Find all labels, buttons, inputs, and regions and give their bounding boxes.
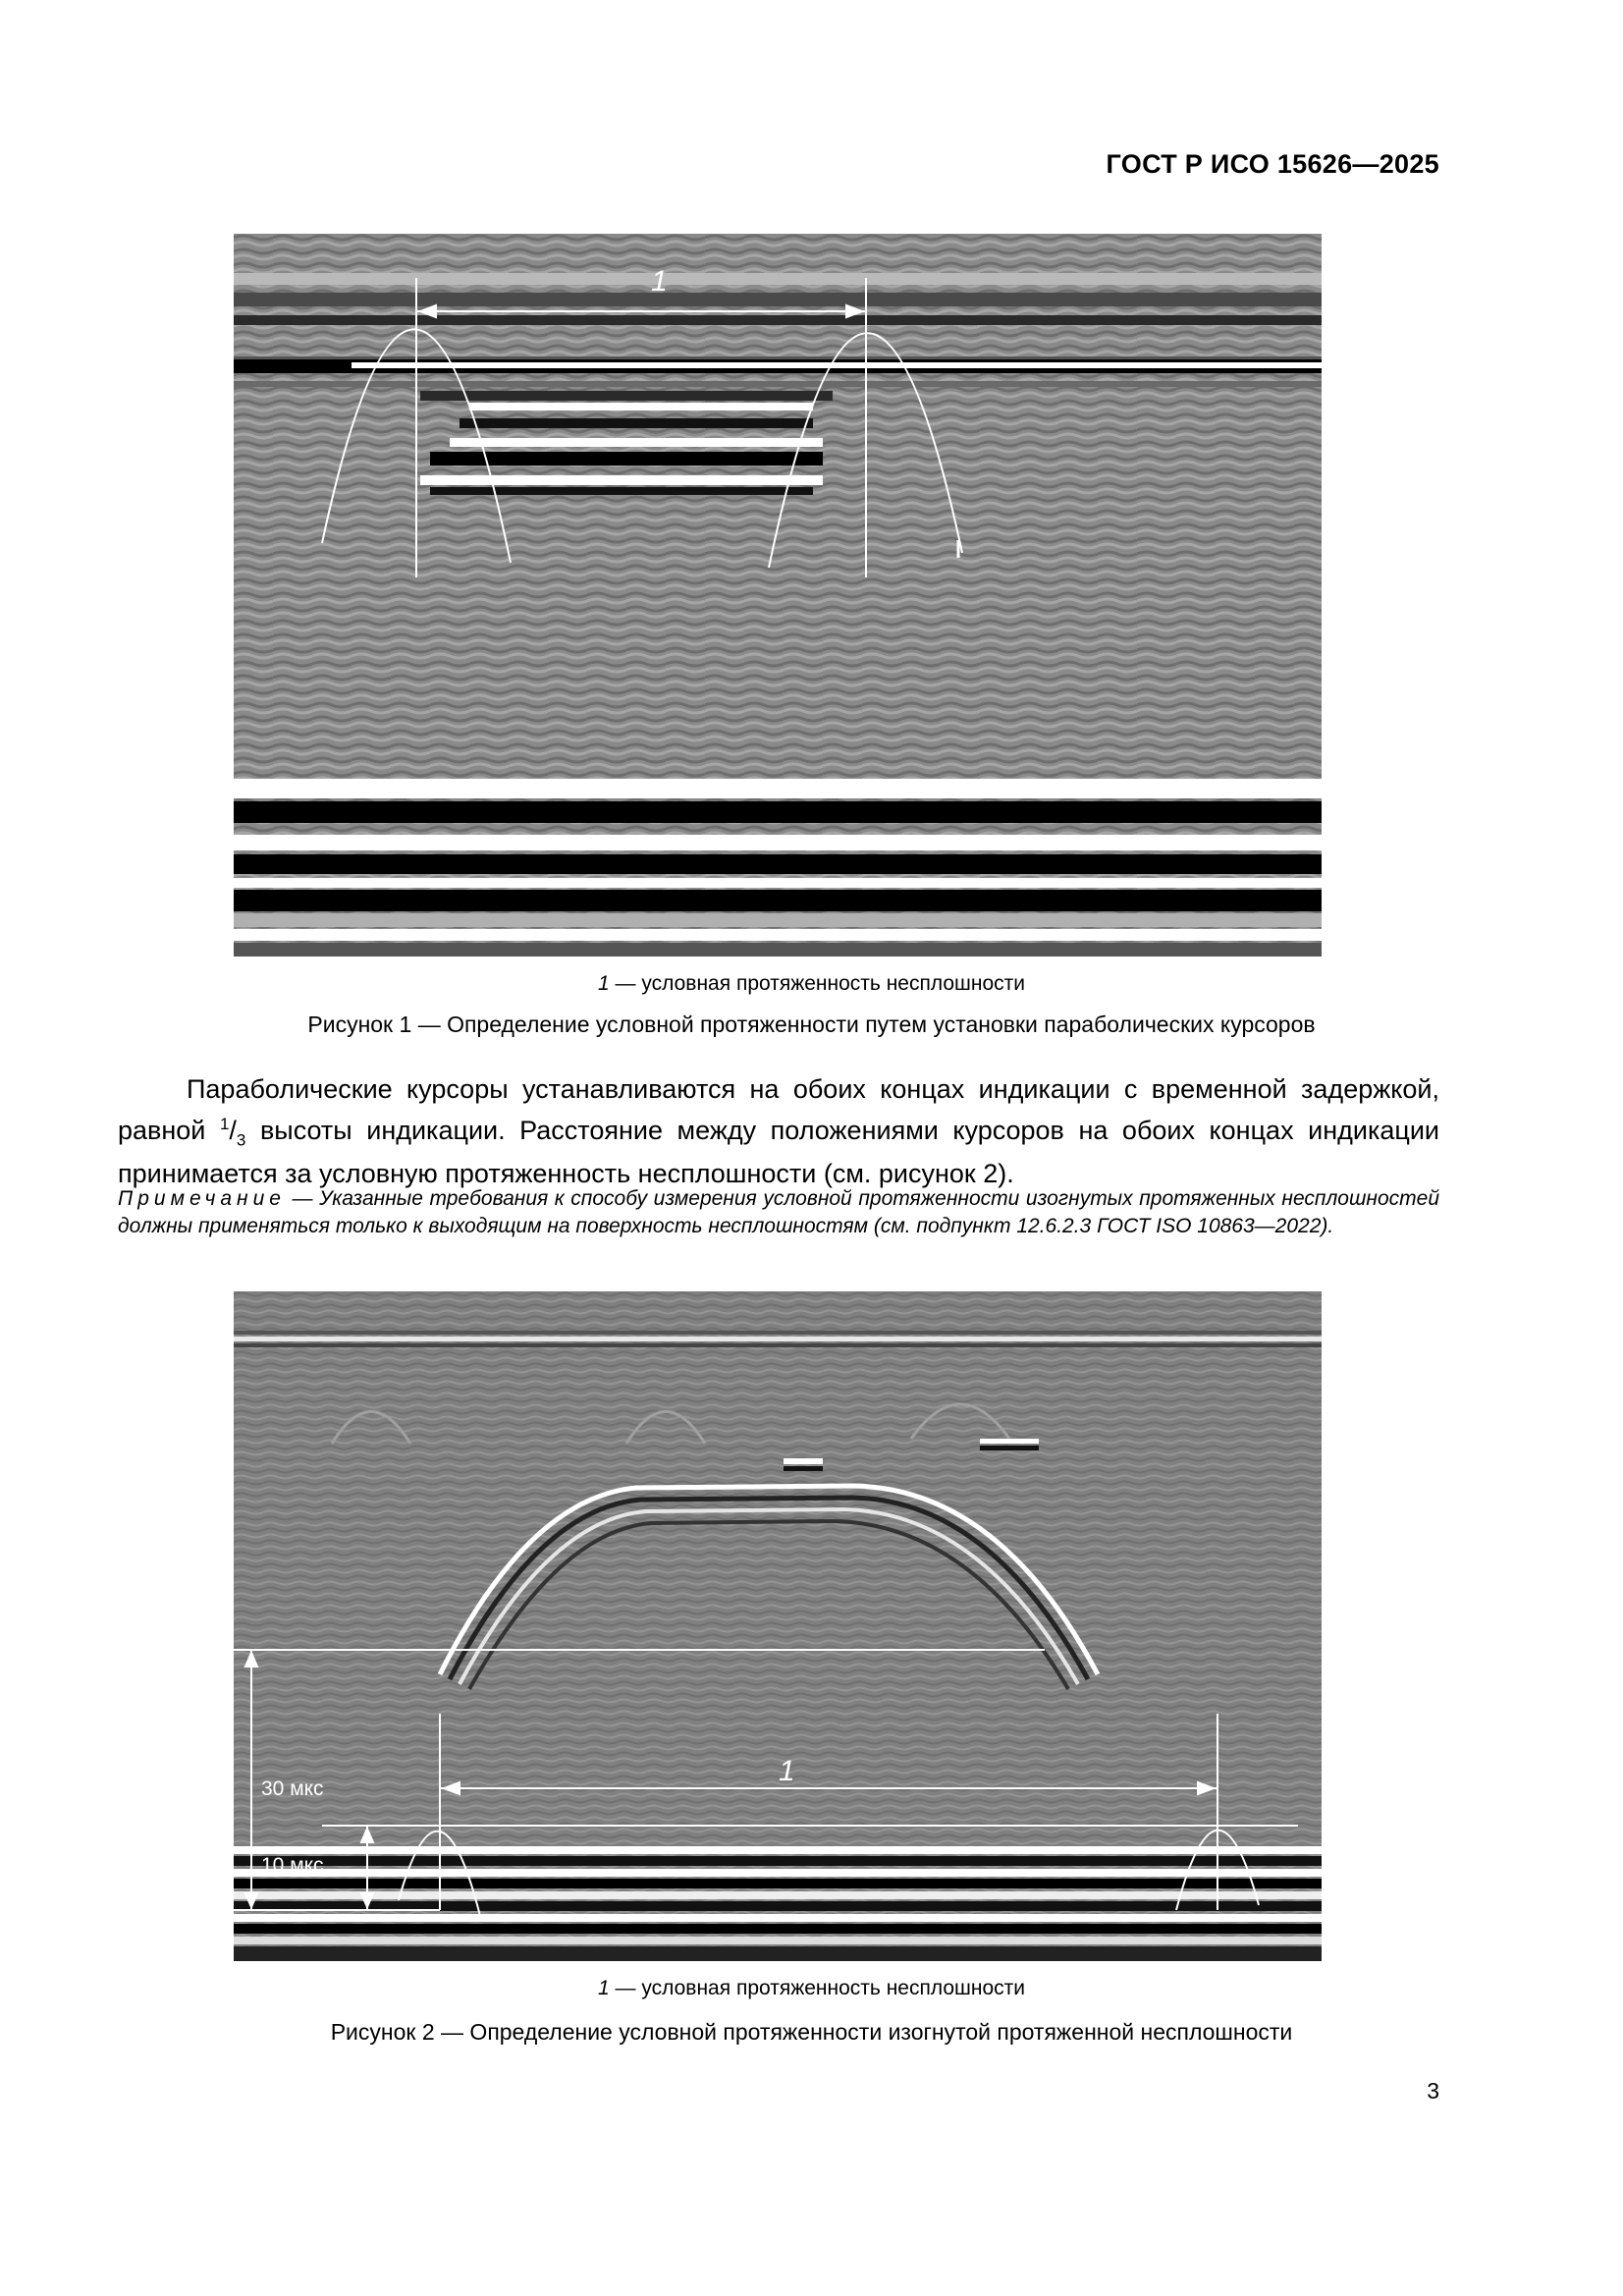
paragraph-line-2: равной $^1/_3$ высоты индикации. Расстояние между положениями курсоров на обоих концах индикации [118,1115,1439,1150]
figure-1-scan-image [234,234,1322,957]
figure-1-marker: 1 [651,265,668,298]
fraction-denominator: 3 [236,1130,246,1150]
legend-number: 1 [598,1977,610,1999]
paragraph-line-2-start: равной [118,1116,220,1145]
note-paragraph [118,1185,1439,1240]
paragraph-line-1: Параболические курсоры устанавливаются на обоих концах индикации с временной задержкой, [187,1074,1439,1104]
page-number: 3 [1427,2078,1439,2104]
standard-header: ГОСТ Р ИСО 15626—2025 [1106,149,1439,179]
figure-1-caption: Рисунок 1 — Определение условной протяженности путем установки параболических курсоров [307,1011,1316,1037]
fraction-numerator: 1 [219,1115,230,1133]
paragraph-line-3: принимается за условную протяженность несплошности (см. рисунок 2). [118,1159,1014,1189]
figure-1-legend [0,972,1623,996]
figure-2-legend [0,1977,1623,2000]
note-label: Примечание [118,1187,286,1210]
label-30-us: 30 мкс [261,1777,324,1800]
note-text: — Указанные требования к способу измерения условной протяженности изогнутых протяженных несплошностей должны применяться только к выходящим на поверхность несплошностям (см. подпункт 12.6.2.3 ГОСТ ISO 10863—2022). [118,1187,1439,1237]
label-10-us: 10 мкс [261,1854,324,1877]
figure-2-caption: Рисунок 2 — Определение условной протяженности изогнутой протяженной несплошности [330,2019,1293,2045]
figure-1-svg [234,234,1322,957]
figure-2-svg [234,1291,1322,1961]
figure-2-marker: 1 [779,1755,795,1787]
paragraph-line-2-end: высоты индикации. Расстояние между положениями курсоров на обоих концах индикации [245,1116,1439,1145]
figure-2-scan-image [234,1291,1322,1961]
body-paragraph [118,1072,1439,1191]
legend-number: 1 [598,972,610,995]
legend-text: — условная протяженность несплошности [609,1977,1025,1999]
legend-text: — условная протяженность несплошности [609,972,1025,995]
